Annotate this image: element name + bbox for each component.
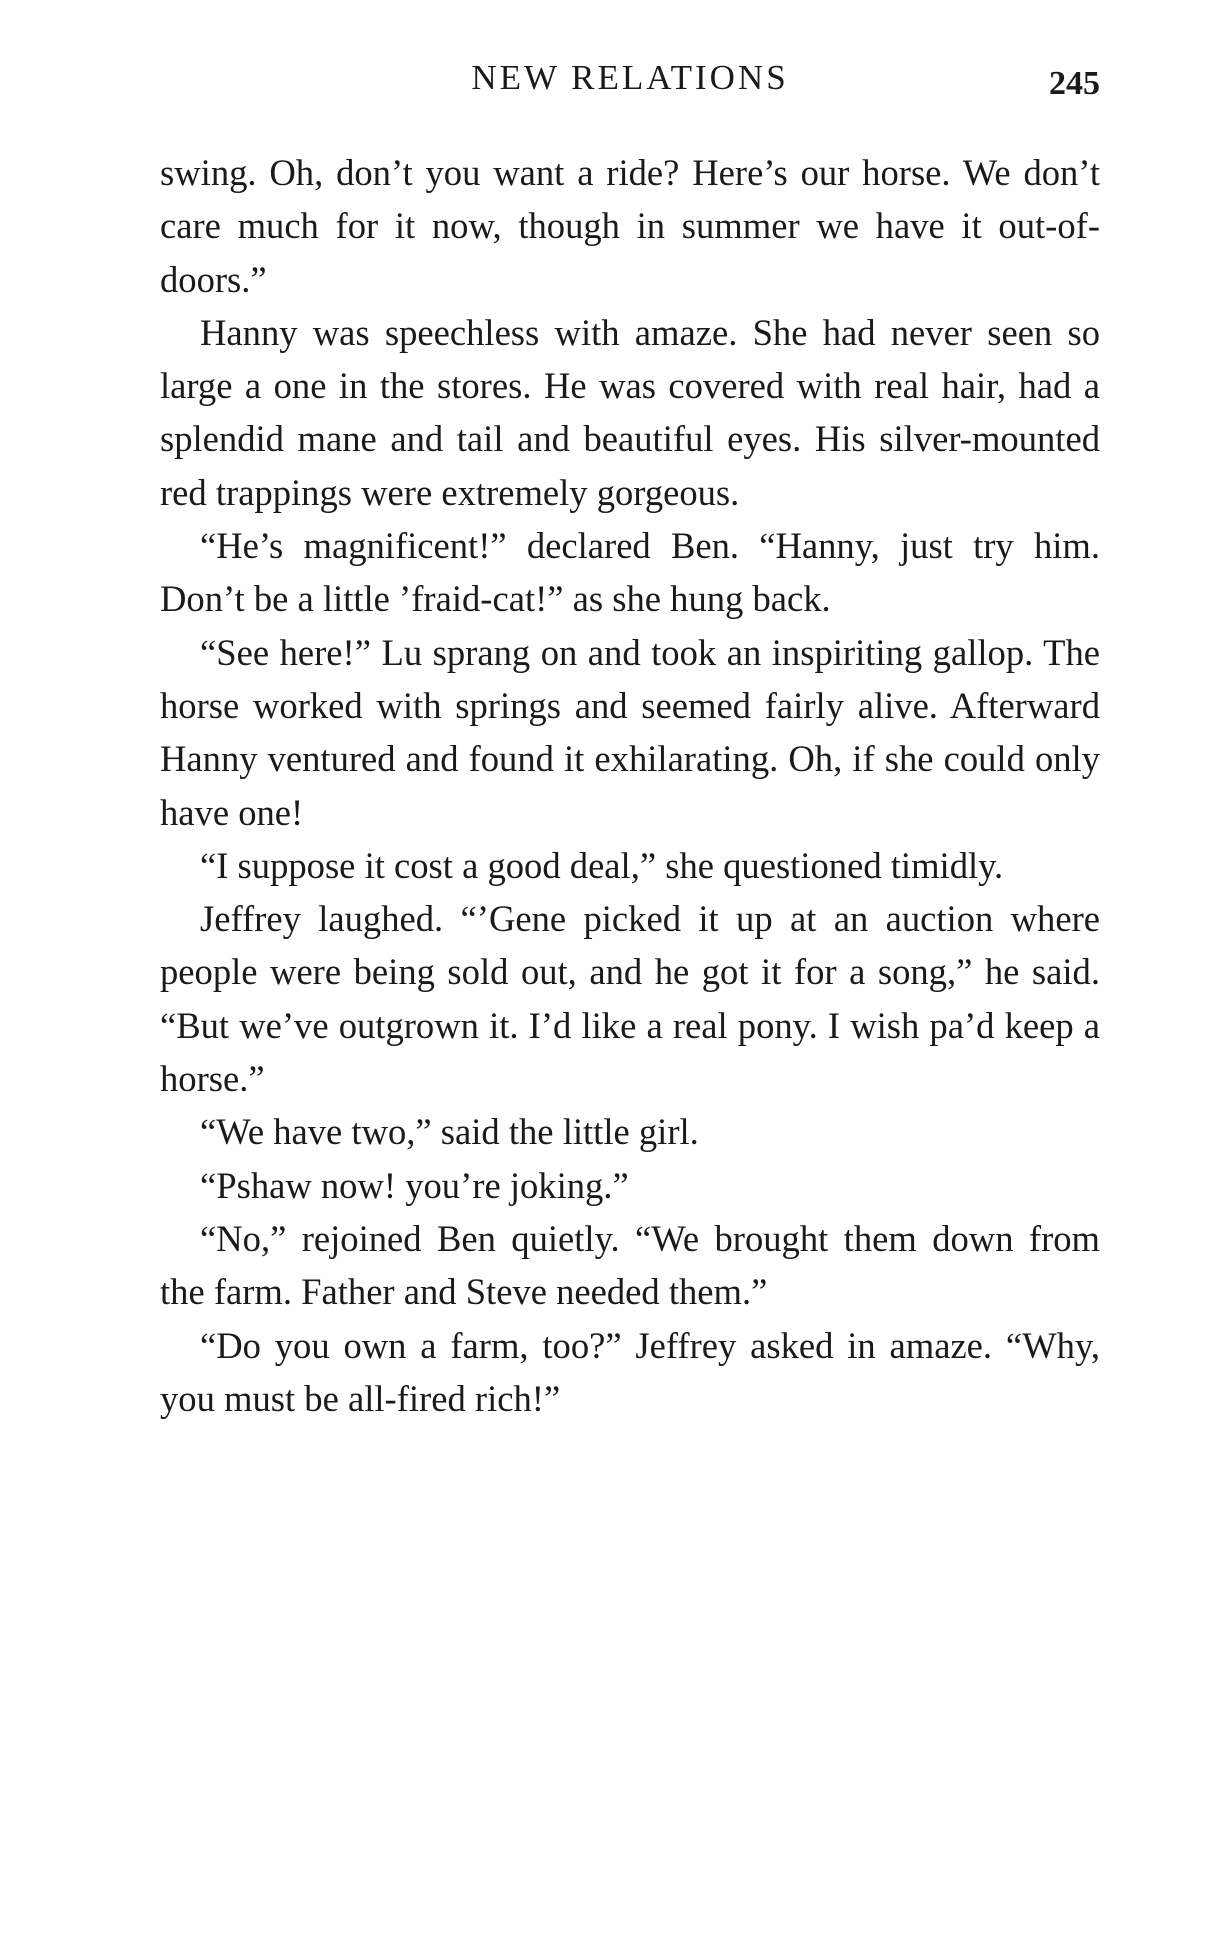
running-head: [160, 58, 1100, 102]
page-number: 245: [1049, 65, 1100, 102]
text-body: [160, 146, 1100, 1425]
paragraph: “See here!” Lu sprang on and took an inspiriting gallop. The horse worked with springs and seemed fairly alive. Afterward Hanny ventured and found it exhilarating. Oh, if she could only have one!: [160, 631, 1100, 833]
paragraph: “No,” rejoined Ben quietly. “We brought them down from the farm. Father and Steve needed them.”: [160, 1217, 1100, 1313]
paragraph: Jeffrey laughed. “’Gene picked it up at an auction where people were being sold out, and he got it for a song,” he said. “But we’ve outgrown it. I’d like a real pony. I wish pa’d keep a horse.”: [160, 898, 1100, 1100]
paragraph: “We have two,” said the little girl.: [200, 1111, 699, 1153]
paragraph: “He’s magnificent!” declared Ben. “Hanny, just try him. Don’t be a little ’fraid-cat!” as she hung back.: [160, 525, 1100, 620]
paragraph: “Pshaw now! you’re joking.”: [200, 1164, 629, 1206]
paragraph: Hanny was speechless with amaze. She had never seen so large a one in the stores. He was covered with real hair, had a splendid mane and tail and beautiful eyes. His silver-mounted red trappings were extremely gorgeous.: [160, 311, 1100, 513]
paragraph: “Do you own a farm, too?” Jeffrey asked in amaze. “Why, you must be all-fired rich!”: [160, 1324, 1100, 1419]
paragraph: “I suppose it cost a good deal,” she questioned timidly.: [200, 844, 1004, 886]
paragraph-continuation: swing. Oh, don’t you want a ride? Here’s our horse. We don’t care much for it now, though in summer we have it out-of-doors.”: [160, 152, 1100, 300]
running-title: NEW RELATIONS: [471, 58, 789, 97]
